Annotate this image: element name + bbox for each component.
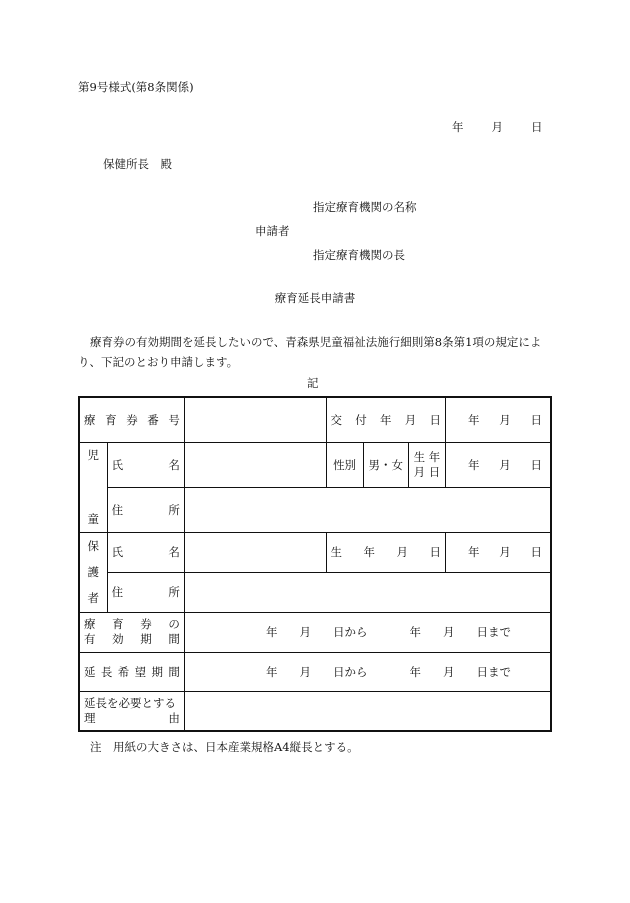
guardian-name-label: 氏 名 (107, 532, 184, 572)
child-group-label: 児 童 (79, 442, 107, 532)
ki-heading: 記 (307, 376, 319, 390)
application-date: 年 月 日 (452, 120, 543, 134)
child-name-field[interactable] (184, 442, 326, 487)
child-name-label: 氏 名 (107, 442, 184, 487)
institution-name-label: 指定療育機関の名称 (313, 200, 417, 214)
guardian-birth-date-label: 生 年 月 日 (326, 532, 446, 572)
extension-period-label: 延 長 希 望 期 間 (79, 652, 184, 691)
issue-date-field[interactable]: 年 月 日 (446, 397, 552, 442)
applicant-label: 申請者 (255, 224, 290, 238)
child-address-label: 住 所 (107, 487, 184, 532)
child-birth-date-field[interactable]: 年 月 日 (446, 442, 552, 487)
paper-size-note: 注 用紙の大きさは、日本産業規格A4縦長とする。 (90, 740, 359, 754)
guardian-address-field[interactable] (184, 572, 551, 612)
validity-period-field[interactable]: 年 月 日から 年 月 日まで (184, 612, 551, 652)
application-form-table (78, 396, 552, 732)
form-number: 第9号様式(第8条関係) (78, 80, 194, 94)
birth-date-label: 生 年 月 日 (408, 442, 445, 487)
child-address-field[interactable] (184, 487, 551, 532)
body-text: 療育券の有効期間を延長したいので、青森県児童福祉法施行細則第8条第1項の規定により、下記のとおり申請します。 (78, 335, 542, 369)
guardian-name-field[interactable] (184, 532, 326, 572)
validity-period-label: 療 育 券 の 有 効 期 間 (79, 612, 184, 652)
extension-period-field[interactable]: 年 月 日から 年 月 日まで (184, 652, 551, 691)
issue-date-label: 交 付 年 月 日 (326, 397, 446, 442)
guardian-birth-date-field[interactable]: 年 月 日 (446, 532, 552, 572)
guardian-address-label: 住 所 (107, 572, 184, 612)
reason-label: 延長を必要とする 理 由 (79, 691, 184, 731)
ticket-number-label: 療 育 券 番 号 (79, 397, 184, 442)
addressee: 保健所長 殿 (103, 157, 172, 171)
ticket-number-field[interactable] (184, 397, 326, 442)
gender-options[interactable]: 男・女 (363, 442, 408, 487)
institution-head-label: 指定療育機関の長 (313, 248, 405, 262)
guardian-group-label: 保 護 者 (79, 532, 107, 612)
document-title: 療育延長申請書 (274, 291, 356, 305)
reason-field[interactable] (184, 691, 551, 731)
gender-label: 性別 (326, 442, 363, 487)
